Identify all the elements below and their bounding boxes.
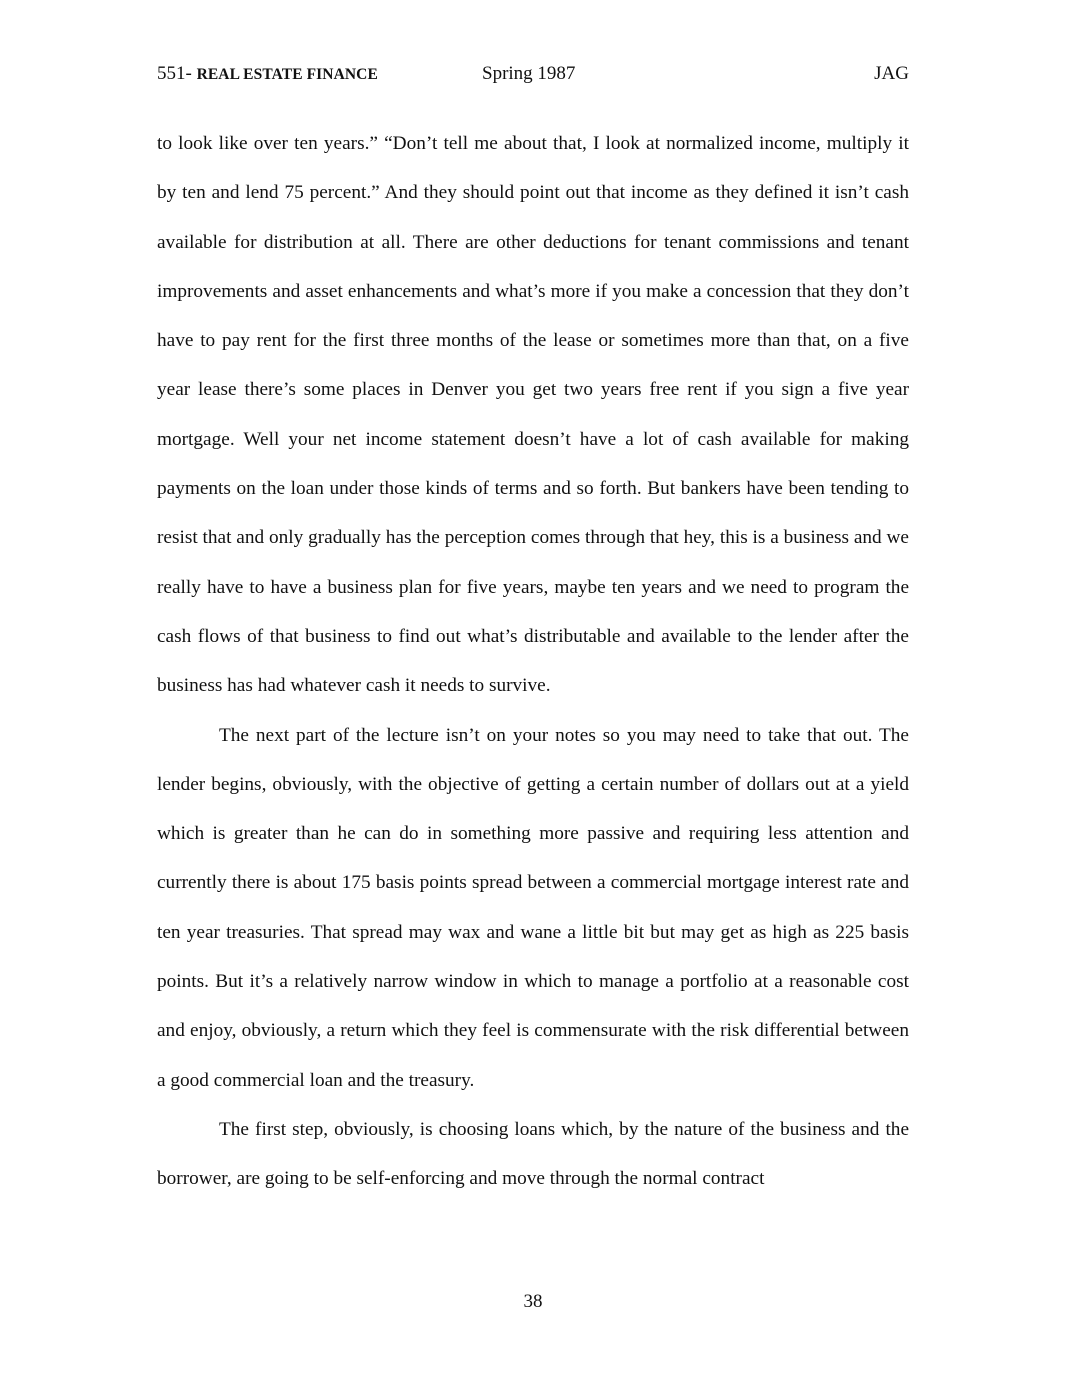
page-header	[157, 63, 909, 89]
term-label: Spring 1987	[482, 63, 576, 84]
page-number: 38	[523, 1291, 543, 1312]
author-initials: JAG	[874, 63, 909, 84]
paragraph-lender-objective: The next part of the lecture isn’t on your notes so you may need to take that out. The lender begins, obviously, with the objective of getting a certain number of dollars out at a yield which is greater than he can do in something more passive and requiring less attention and currently there is about 175 basis points spread between a commercial mortgage interest rate and ten year treasuries. That spread may wax and wane a little bit but may get as high as 225 basis points. But it’s a relatively narrow window in which to manage a portfolio at a reasonable cost and enjoy, obviously, a return which they feel is commensurate with the risk differential between a good commercial loan and the treasury.	[157, 724, 909, 1091]
transcript-body	[157, 119, 909, 1204]
paragraph-first-step: The first step, obviously, is choosing loans which, by the nature of the business and the borrower, are going to be self-enforcing and move through the normal contract	[157, 1118, 909, 1190]
course-number: 551-	[157, 63, 192, 84]
course-heading	[157, 63, 378, 85]
paragraph-continued: to look like over ten years.” “Don’t tell me about that, I look at normalized income, multiply it by ten and lend 75 percent.” And they should point out that income as they defined it isn’t cash available for distribution at all. There are other deductions for tenant commissions and tenant improvements and asset enhancements and what’s more if you make a concession that they don’t have to pay rent for the first three months of the lease or sometimes more than that, on a five year lease there’s some places in Denver you get two years free rent if you sign a five year mortgage. Well your net income statement doesn’t have a lot of cash available for making payments on the loan under those kinds of terms and so forth. But bankers have been tending to resist that and only gradually has the perception comes through that hey, this is a business and we really have to have a business plan for five years, maybe ten years and we need to program the cash flows of that business to find out what’s distributable and available to the lender after the business has had whatever cash it needs to survive.	[157, 133, 909, 697]
course-title: REAL ESTATE FINANCE	[196, 66, 378, 83]
